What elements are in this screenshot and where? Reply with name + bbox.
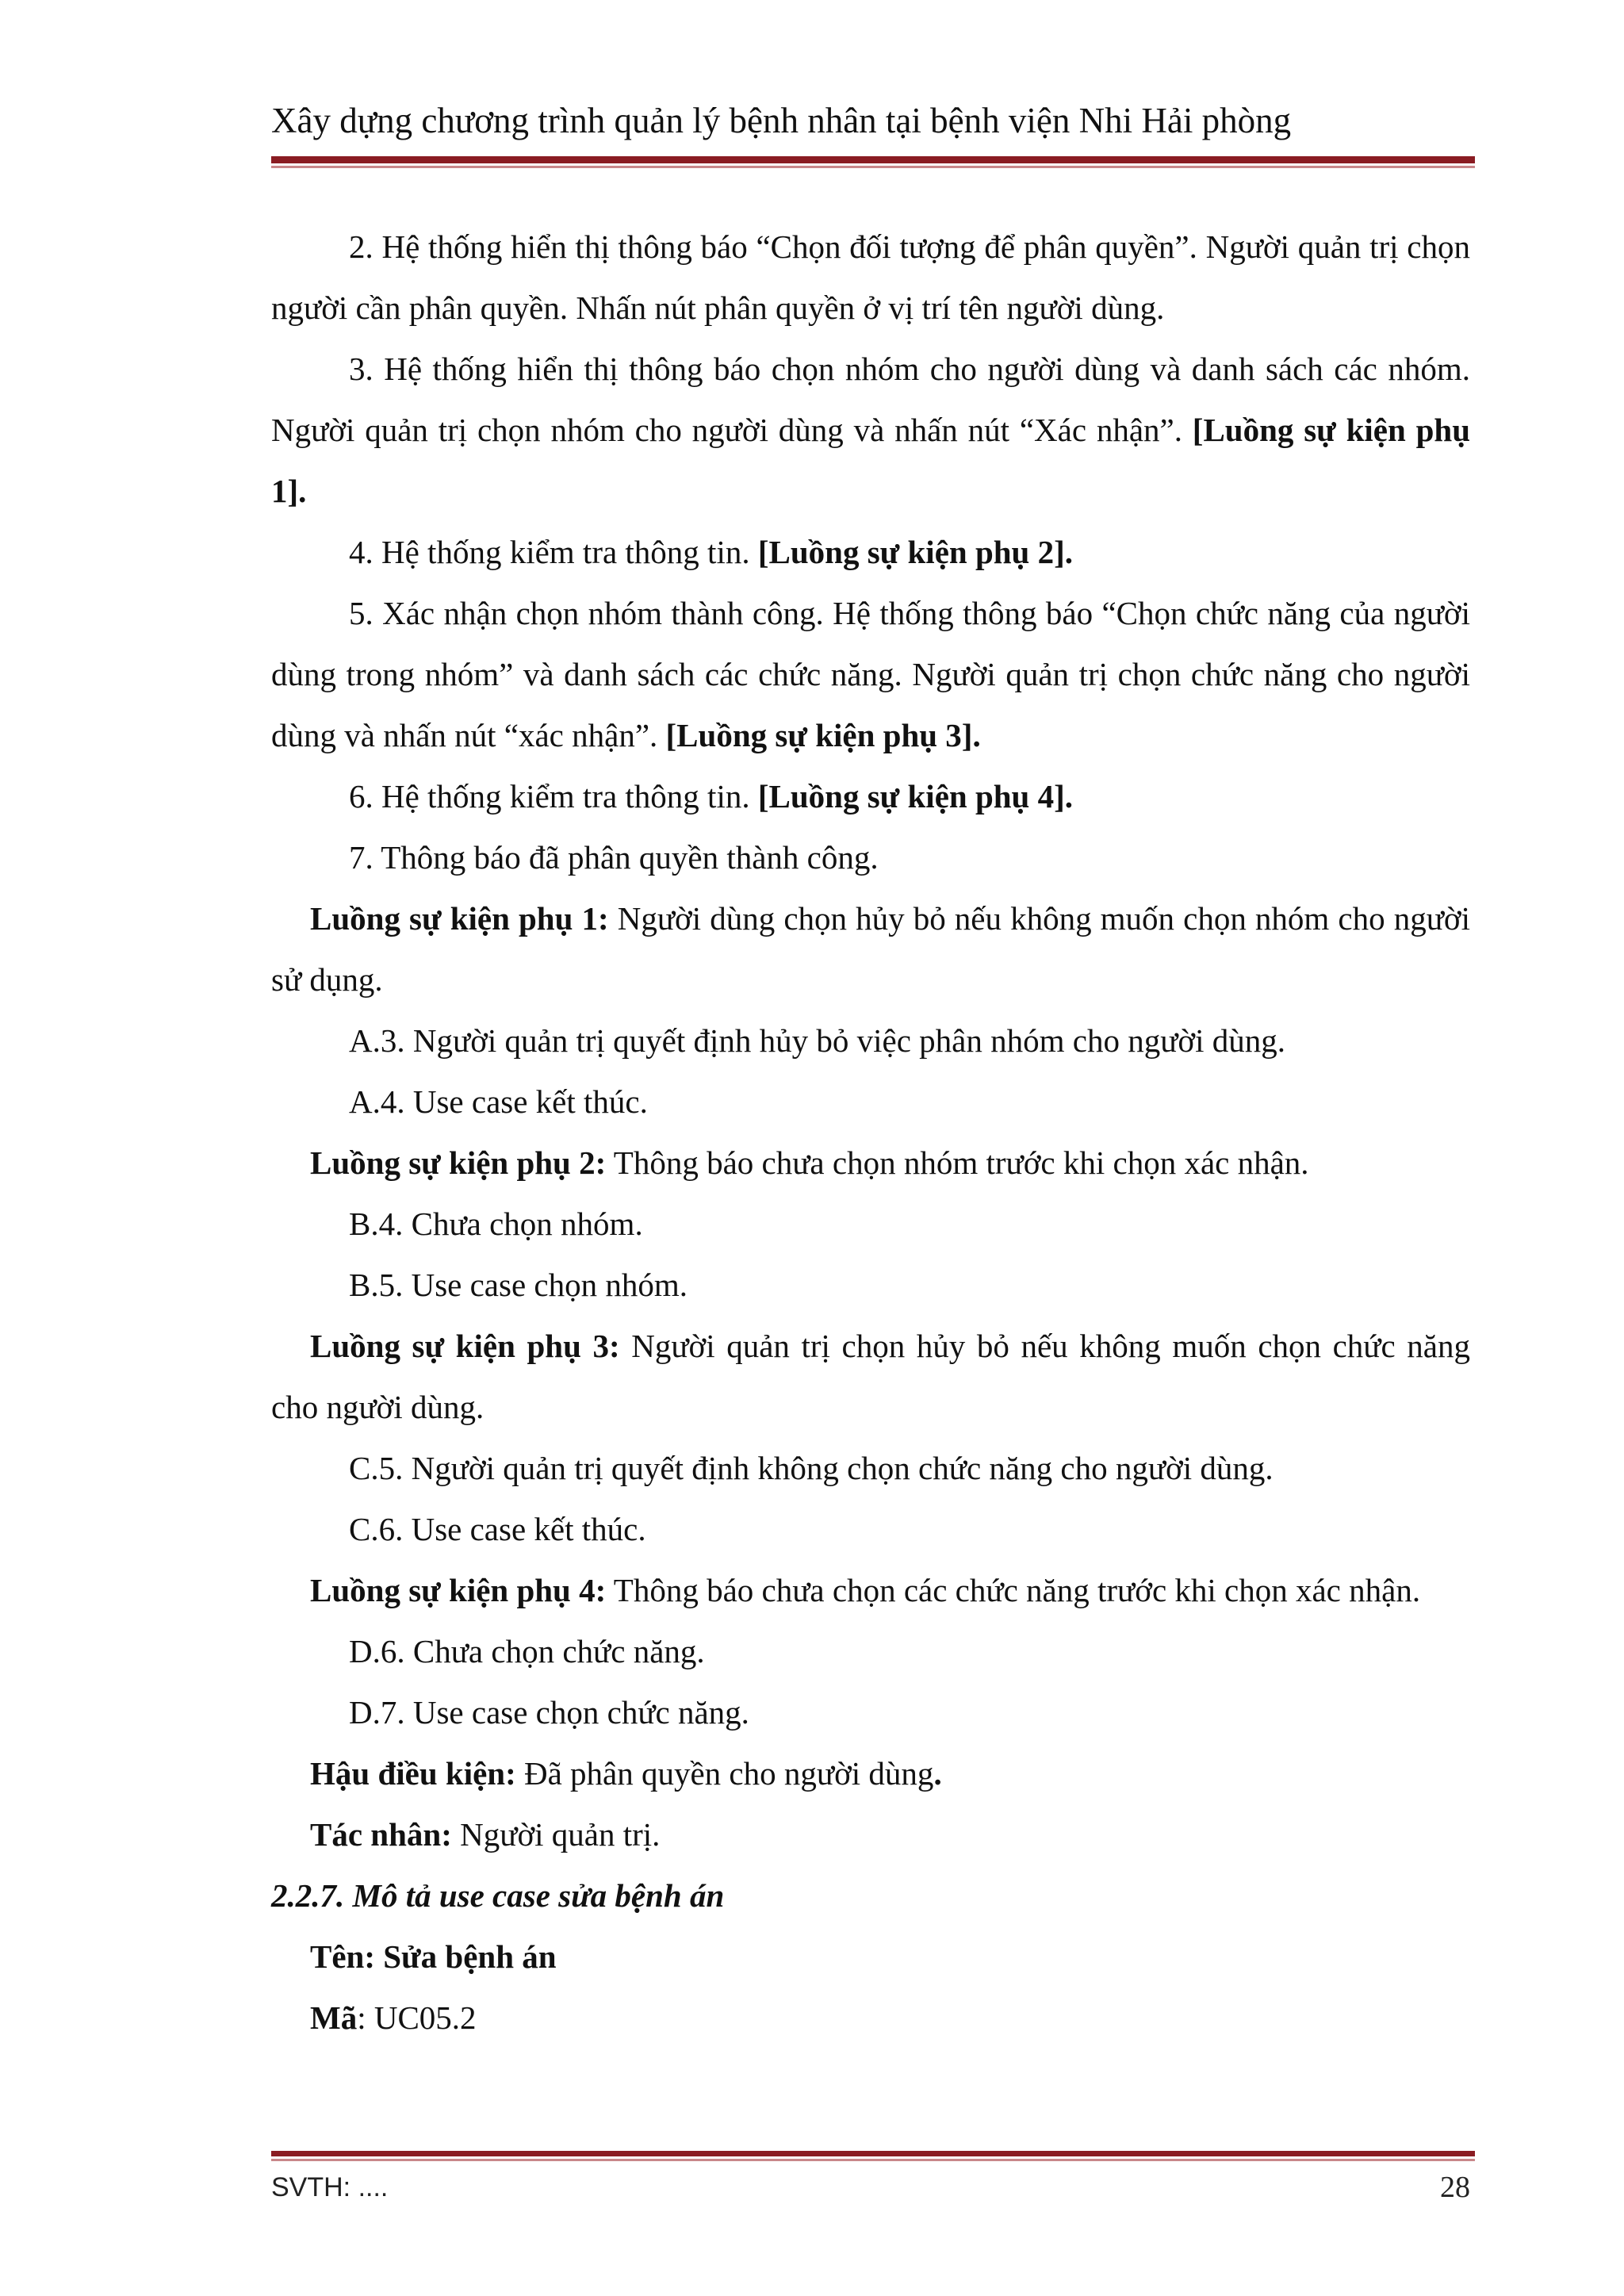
step-7: 7. Thông báo đã phân quyền thành công. xyxy=(349,839,879,876)
step-4-ref: [Luồng sự kiện phụ 2]. xyxy=(757,534,1074,570)
use-case-code: Mã: UC05.2 xyxy=(310,1999,477,2036)
step-2: 2. Hệ thống hiển thị thông báo “Chọn đối tượng để phân quyền”. Người quản trị chọn người cần phân quyền. Nhấn nút phân quyền ở vị trí tên người dùng. xyxy=(271,228,1470,326)
alt-flow-1-label: Luồng sự kiện phụ 1: xyxy=(310,900,609,937)
alt-flow-4: Luồng sự kiện phụ 4: Thông báo chưa chọn các chức năng trước khi chọn xác nhận. xyxy=(310,1572,1421,1608)
step-4: 4. Hệ thống kiểm tra thông tin. [Luồng sự kiện phụ 2]. xyxy=(349,534,1074,570)
alt-flow-2: Luồng sự kiện phụ 2: Thông báo chưa chọn nhóm trước khi chọn xác nhận. xyxy=(310,1144,1309,1181)
alt-flow-1: Luồng sự kiện phụ 1: Người dùng chọn hủy bỏ nếu không muốn chọn nhóm cho người sử dụng. xyxy=(271,900,1471,998)
post-condition: Hậu điều kiện: Đã phân quyền cho người dùng. xyxy=(310,1755,942,1792)
document-body xyxy=(271,217,1470,2049)
actor-label: Tác nhân: xyxy=(310,1816,452,1853)
page-number: 28 xyxy=(1440,2171,1470,2204)
step-6-ref: [Luồng sự kiện phụ 4]. xyxy=(757,778,1074,815)
alt-flow-4-label: Luồng sự kiện phụ 4: xyxy=(310,1572,607,1608)
alt-flow-2-b5: B.5. Use case chọn nhóm. xyxy=(349,1267,688,1303)
header-rule-thin xyxy=(271,166,1475,168)
post-condition-label: Hậu điều kiện: xyxy=(310,1755,516,1792)
step-3-ref: [Luồng sự kiện phụ 1]. xyxy=(271,412,1470,509)
footer-author: SVTH: .... xyxy=(271,2172,389,2202)
step-5-ref: [Luồng sự kiện phụ 3]. xyxy=(665,717,981,753)
actor: Tác nhân: Người quản trị. xyxy=(310,1816,661,1853)
alt-flow-1-a3: A.3. Người quản trị quyết định hủy bỏ việc phân nhóm cho người dùng. xyxy=(349,1022,1285,1059)
footer-rule-thin xyxy=(271,2159,1475,2161)
section-heading: 2.2.7. Mô tả use case sửa bệnh án xyxy=(271,1877,725,1914)
alt-flow-3-c5: C.5. Người quản trị quyết định không chọn chức năng cho người dùng. xyxy=(349,1450,1274,1486)
alt-flow-2-label: Luồng sự kiện phụ 2: xyxy=(310,1144,607,1181)
alt-flow-3: Luồng sự kiện phụ 3: Người quản trị chọn hủy bỏ nếu không muốn chọn chức năng cho người dùng. xyxy=(271,1328,1471,1425)
alt-flow-1-a4: A.4. Use case kết thúc. xyxy=(349,1083,648,1120)
header-rule xyxy=(271,156,1475,163)
use-case-code-label: Mã xyxy=(310,1999,358,2036)
alt-flow-2-b4: B.4. Chưa chọn nhóm. xyxy=(349,1205,643,1242)
alt-flow-3-label: Luồng sự kiện phụ 3: xyxy=(310,1328,620,1364)
step-5: 5. Xác nhận chọn nhóm thành công. Hệ thống thông báo “Chọn chức năng của người dùng trong nhóm” và danh sách các chức năng. Người quản trị chọn chức năng cho người dùng và nhấn nút “xác nhận”. [Luồng sự kiện phụ 3]. xyxy=(271,595,1470,753)
step-6: 6. Hệ thống kiểm tra thông tin. [Luồng sự kiện phụ 4]. xyxy=(349,778,1074,815)
page-header-title: Xây dựng chương trình quản lý bệnh nhân tại bệnh viện Nhi Hải phòng xyxy=(271,101,1292,140)
step-3: 3. Hệ thống hiển thị thông báo chọn nhóm cho người dùng và danh sách các nhóm. Người quản trị chọn nhóm cho người dùng và nhấn nút “Xác nhận”. [Luồng sự kiện phụ 1]. xyxy=(271,351,1470,509)
alt-flow-4-d6: D.6. Chưa chọn chức năng. xyxy=(349,1633,705,1669)
use-case-name: Tên: Sửa bệnh án xyxy=(310,1938,557,1975)
footer-rule xyxy=(271,2151,1475,2156)
alt-flow-3-c6: C.6. Use case kết thúc. xyxy=(349,1511,646,1547)
alt-flow-4-d7: D.7. Use case chọn chức năng. xyxy=(349,1694,749,1731)
